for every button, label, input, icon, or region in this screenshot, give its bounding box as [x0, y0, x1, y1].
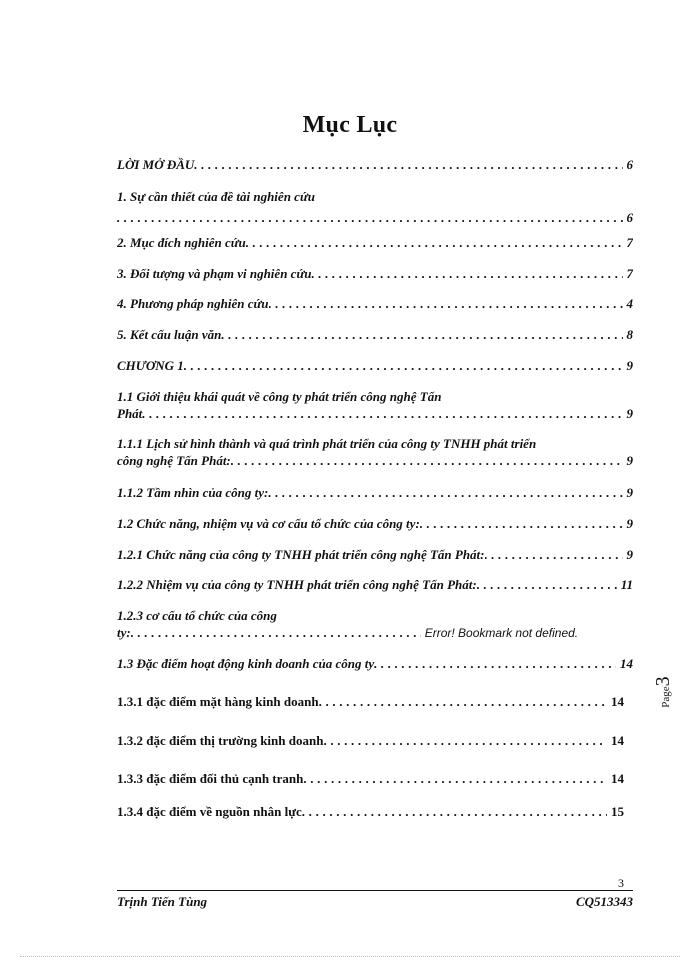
- toc-page: 9: [626, 547, 633, 562]
- toc-leader: [221, 327, 622, 343]
- toc-entry-1-1-2[interactable]: [117, 485, 633, 501]
- toc-page: 15: [611, 804, 624, 819]
- toc-entry-su-can-thiet[interactable]: [117, 189, 633, 226]
- toc-entry-1-3-2[interactable]: [117, 733, 624, 749]
- toc-label: 1.1 Giới thiệu khái quát về công ty phát triển công nghệ Tấn: [117, 389, 442, 404]
- toc-label: 1.3.4 đặc điểm về nguồn nhân lực: [117, 804, 302, 819]
- toc-leader: [303, 771, 607, 787]
- toc-label: CHƯƠNG 1: [117, 358, 184, 373]
- toc-leader: [184, 358, 623, 374]
- toc-page: 14: [620, 656, 633, 671]
- toc-label: 1.1.2 Tầm nhìn của công ty:: [117, 485, 269, 500]
- margin-page-label: [652, 672, 692, 712]
- toc-page: 6: [626, 210, 633, 225]
- toc-label: 1.3.1 đặc điểm mặt hàng kinh doanh: [117, 694, 319, 709]
- margin-page-number: 3: [652, 676, 674, 687]
- toc-leader: [131, 625, 421, 641]
- toc-leader: [117, 210, 623, 226]
- toc-label-cont: ty:: [117, 625, 131, 640]
- toc-entry-muc-dich[interactable]: [117, 235, 633, 251]
- toc-entry-phuong-phap[interactable]: [117, 296, 633, 312]
- toc-label: 1.3.3 đặc điểm đối thủ cạnh tranh: [117, 771, 304, 786]
- toc-page: 8: [626, 327, 633, 342]
- footer-page-number: 3: [618, 876, 624, 890]
- toc-label: LỜI MỞ ĐẦU: [117, 157, 195, 172]
- toc-page: 4: [626, 296, 633, 311]
- toc-page: 7: [626, 266, 633, 281]
- toc-page: 11: [620, 577, 633, 592]
- page-title: Mục Lục: [302, 112, 398, 138]
- toc-leader: [311, 266, 622, 282]
- footer-author: Trịnh Tiến Tùng: [117, 894, 208, 909]
- toc-leader: [194, 157, 622, 173]
- toc-page: 9: [626, 406, 633, 421]
- toc-label: 1.2 Chức năng, nhiệm vụ và cơ cấu tổ chức của công ty:: [117, 516, 420, 531]
- toc-entry-1-2-3[interactable]: [117, 608, 633, 641]
- toc-entry-1-2[interactable]: [117, 516, 633, 532]
- toc-leader: [269, 296, 623, 312]
- toc-leader: [477, 577, 617, 593]
- toc-entry-1-3-1[interactable]: [117, 694, 624, 710]
- toc-entry-chuong-1[interactable]: [117, 358, 633, 374]
- toc-leader: [268, 485, 622, 501]
- toc-page: 7: [626, 235, 633, 250]
- toc-label: 1.3.2 đặc điểm thị trường kinh doanh: [117, 733, 324, 748]
- toc-entry-1-2-2[interactable]: [117, 577, 633, 593]
- toc-entry-1-1-1[interactable]: [117, 436, 633, 469]
- page-edge-divider: [20, 956, 680, 957]
- toc-label-cont: Phát: [117, 406, 143, 421]
- footer-student-id: CQ513343: [575, 894, 633, 909]
- margin-page-word: Page: [660, 686, 672, 708]
- toc-leader: [246, 235, 623, 251]
- toc-label: 3. Đối tượng và phạm vi nghiên cứu: [117, 266, 312, 281]
- toc-label: 1.2.2 Nhiệm vụ của công ty TNHH phát triển công nghệ Tấn Phát:: [117, 577, 477, 592]
- toc-page: 9: [626, 358, 633, 373]
- toc-label: 2. Mục đích nghiên cứu: [117, 235, 246, 250]
- toc-entry-ket-cau[interactable]: [117, 327, 633, 343]
- toc-page: 14: [611, 771, 624, 786]
- toc-leader: [374, 656, 616, 672]
- toc-leader: [142, 406, 622, 422]
- toc-label-cont: công nghệ Tấn Phát:: [117, 453, 231, 468]
- toc-label: 1.2.3 cơ cấu tổ chức của công: [117, 608, 277, 623]
- toc-entry-loi-mo-dau[interactable]: [117, 157, 633, 173]
- toc-entry-1-3[interactable]: [117, 656, 633, 672]
- toc-leader: [420, 516, 623, 532]
- toc-page: 9: [626, 485, 633, 500]
- toc-leader: [231, 453, 623, 469]
- toc-label: 5. Kết cấu luận văn: [117, 327, 222, 342]
- toc-label: 1. Sự cần thiết của đề tài nghiên cứu: [117, 189, 315, 204]
- footer-divider: [117, 890, 633, 891]
- toc-entry-doi-tuong[interactable]: [117, 266, 633, 282]
- bookmark-error: Error! Bookmark not defined.: [424, 626, 579, 640]
- toc-page: 9: [626, 453, 633, 468]
- toc-leader: [302, 804, 607, 820]
- toc-page: 6: [626, 157, 633, 172]
- toc-label: 1.3 Đặc điểm hoạt động kinh doanh của công ty: [117, 656, 375, 671]
- toc-label: 1.1.1 Lịch sử hình thành và quá trình phát triển của công ty TNHH phát triển: [117, 436, 537, 451]
- toc-label: 1.2.1 Chức năng của công ty TNHH phát triển công nghệ Tấn Phát:: [117, 547, 485, 562]
- toc-leader: [485, 547, 623, 563]
- toc-entry-1-1[interactable]: [117, 389, 633, 422]
- toc-entry-1-3-3[interactable]: [117, 771, 624, 787]
- toc-entry-1-3-4[interactable]: [117, 804, 624, 820]
- toc-leader: [319, 694, 607, 710]
- toc-page: 14: [611, 733, 624, 748]
- toc-label: 4. Phương pháp nghiên cứu: [117, 296, 269, 311]
- toc-page: 9: [626, 516, 633, 531]
- toc-leader: [323, 733, 607, 749]
- toc-page: 14: [611, 694, 624, 709]
- toc-entry-1-2-1[interactable]: [117, 547, 633, 563]
